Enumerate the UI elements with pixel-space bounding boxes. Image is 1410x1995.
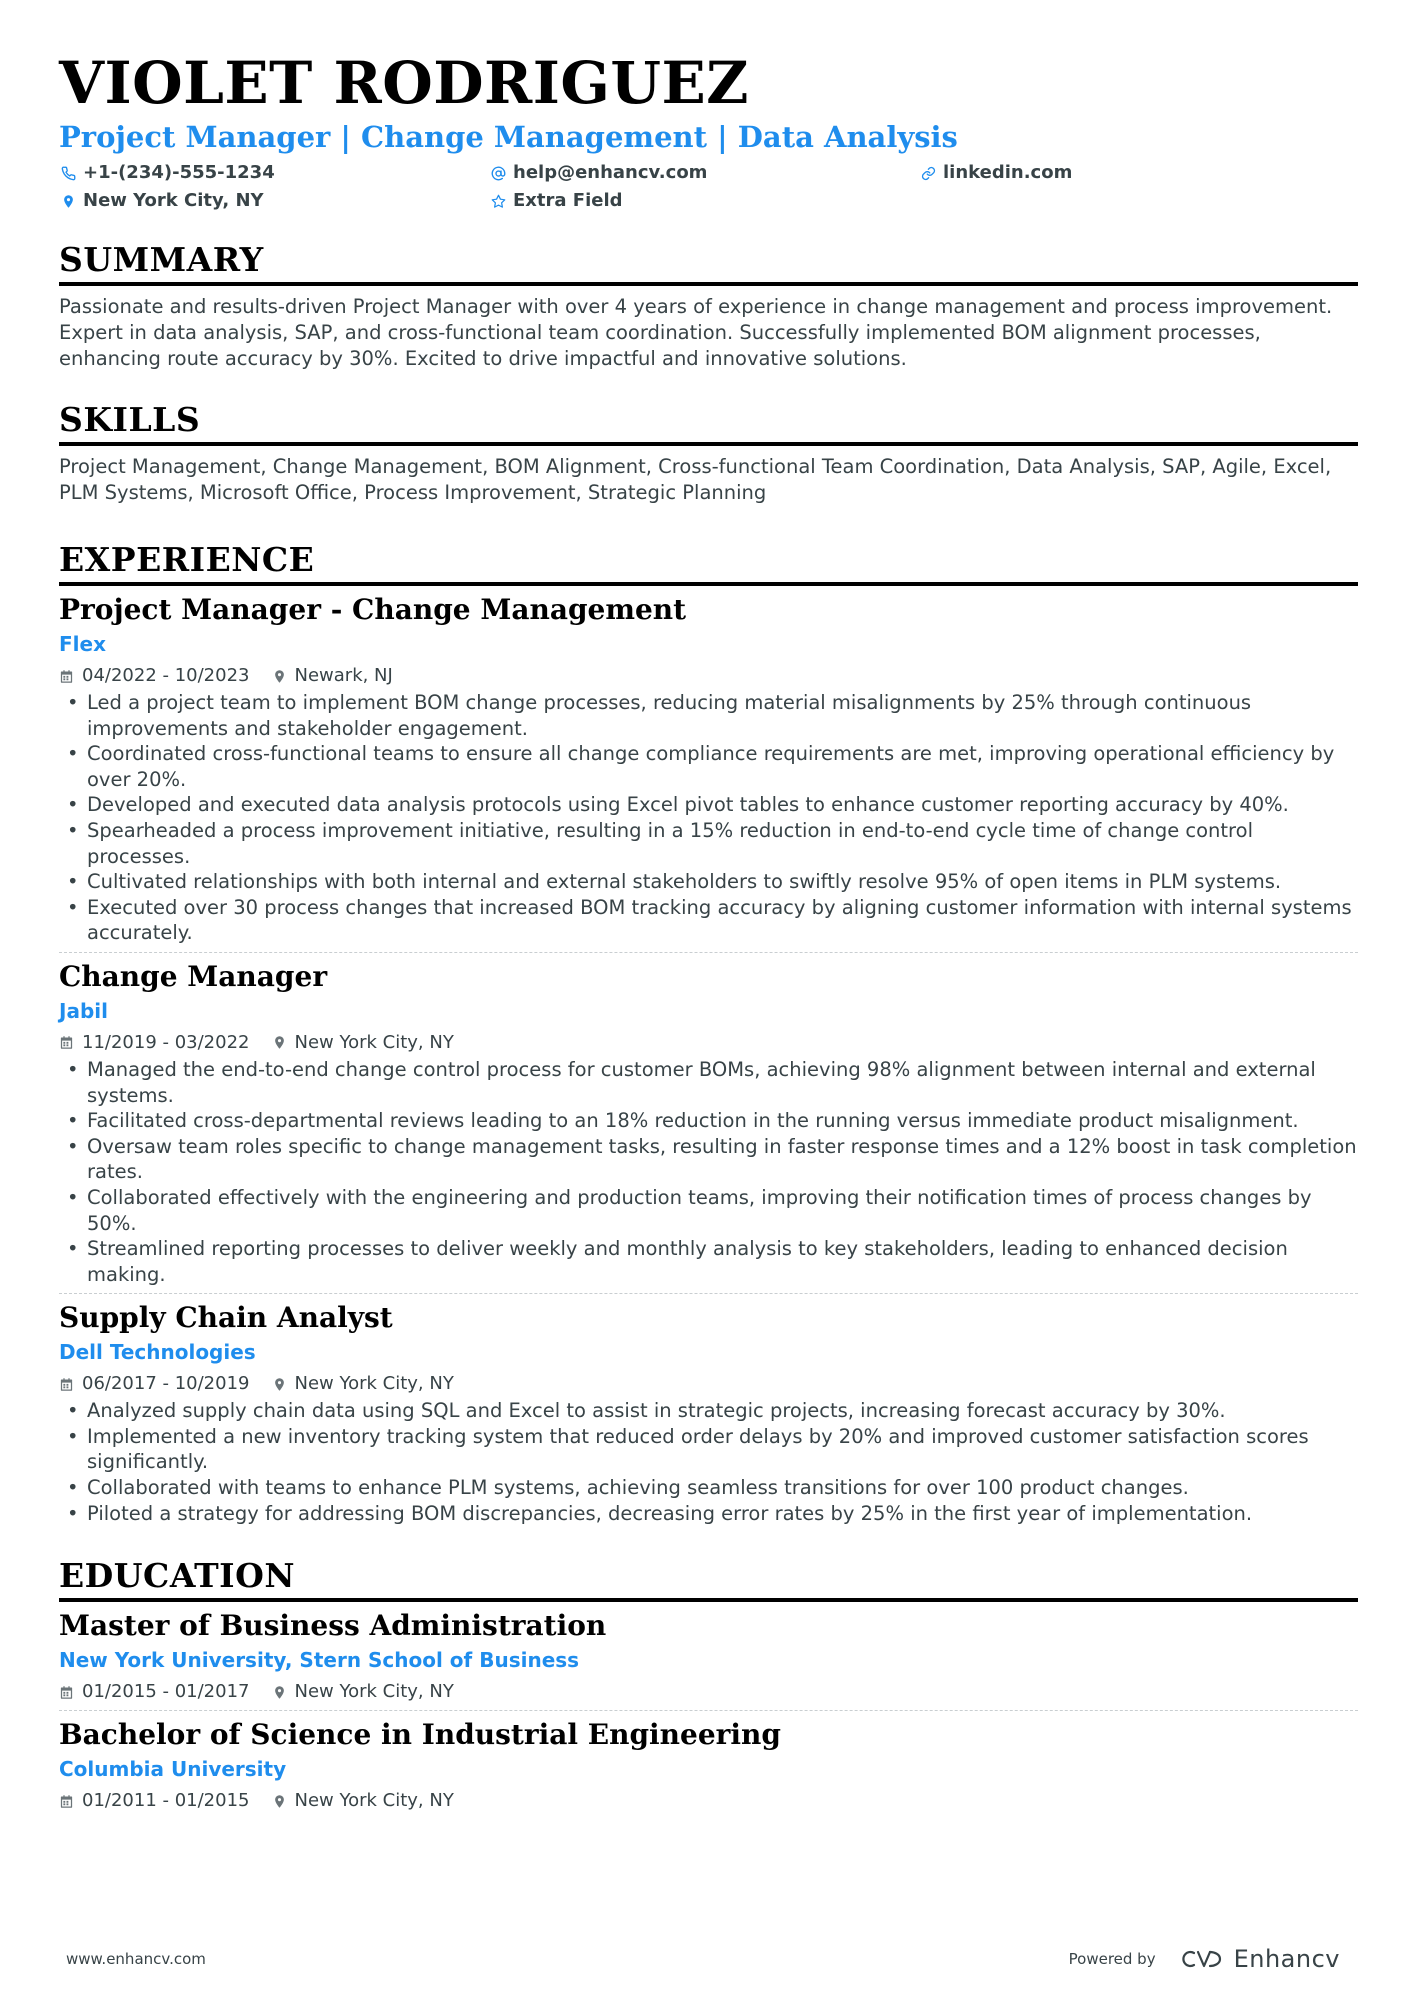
contact-info (59, 162, 1358, 212)
location-pin-icon (59, 192, 77, 210)
calendar-icon (59, 1794, 74, 1809)
education-dates: 01/2015 - 01/2017 (82, 1681, 250, 1703)
job-dates: 11/2019 - 03/2022 (82, 1031, 250, 1053)
brand-name: Enhancv (1233, 1945, 1340, 1973)
job-bullets (59, 1398, 1358, 1526)
email-text: help@enhancv.com (513, 162, 708, 183)
job-bullets (59, 1057, 1358, 1287)
location-text: New York City, NY (83, 190, 264, 211)
company-name: Dell Technologies (59, 1340, 256, 1365)
contact-location (59, 190, 489, 212)
bullet-item: • Analyzed supply chain data using SQL and Excel to assist in strategic projects, increasing forecast accuracy by 30%. (87, 1398, 1358, 1424)
job-dates: 06/2017 - 10/2019 (82, 1373, 250, 1395)
brand-logo[interactable] (1180, 1945, 1340, 1973)
education-dates: 01/2011 - 01/2015 (82, 1790, 250, 1812)
education-entry (59, 1710, 1358, 1819)
job-location: New York City, NY (294, 1031, 454, 1053)
job-location: New York City, NY (294, 1373, 454, 1395)
contact-extra (489, 190, 919, 212)
company-name: Jabil (59, 998, 108, 1023)
location-pin-icon (272, 1685, 287, 1700)
enhancv-logo-icon (1180, 1948, 1224, 1970)
phone-text: +1-(234)-555-1234 (83, 162, 275, 183)
education-meta (59, 1680, 1358, 1704)
bullet-item: • Developed and executed data analysis protocols using Excel pivot tables to enhance customer reporting accuracy by 40%. (87, 792, 1358, 818)
candidate-name: VIOLET RODRIGUEZ (59, 49, 750, 117)
skills-text: Project Management, Change Management, BOM Alignment, Cross-functional Team Coordination, Data Analysis, SAP, Agile, Excel, PLM Systems, Microsoft Office, Process Improvement, Strategic Planning (59, 455, 1332, 504)
calendar-icon (59, 669, 74, 684)
extra-text: Extra Field (513, 190, 623, 211)
degree-title: Master of Business Administration (59, 1609, 607, 1643)
job-title: Project Manager - Change Management (59, 593, 687, 626)
bullet-item: • Coordinated cross-functional teams to ensure all change compliance requirements are met, improving operational efficiency by over 20%. (87, 741, 1358, 792)
calendar-icon (59, 1035, 74, 1050)
location-pin-icon (272, 1377, 287, 1392)
skills-section (59, 400, 1358, 506)
bullet-item: • Cultivated relationships with both internal and external stakeholders to swiftly resolve 95% of open items in PLM systems. (87, 869, 1358, 895)
bullet-item: • Spearheaded a process improvement initiative, resulting in a 15% reduction in end-to-end cycle time of change control processes. (87, 818, 1358, 869)
summary-text: Passionate and results-driven Project Manager with over 4 years of experience in change management and process improvement. Expert in data analysis, SAP, and cross-functional team coordination. Successfully implemented BOM alignment processes, enhancing route accuracy by 30%. Excited to drive impactful and innovative solutions. (59, 295, 1333, 370)
summary-heading: SUMMARY (59, 240, 1358, 286)
link-icon (919, 164, 937, 182)
education-section (59, 1556, 1358, 1819)
bullet-item: • Executed over 30 process changes that increased BOM tracking accuracy by aligning customer information with internal systems accurately. (87, 895, 1358, 946)
bullet-item: • Piloted a strategy for addressing BOM discrepancies, decreasing error rates by 25% in the first year of implementation. (87, 1501, 1358, 1527)
summary-section (59, 240, 1358, 372)
bullet-item: • Facilitated cross-departmental reviews leading to an 18% reduction in the running versus immediate product misalignment. (87, 1108, 1358, 1134)
bullet-item: • Collaborated effectively with the engineering and production teams, improving their notification times of process changes by 50%. (87, 1185, 1358, 1236)
experience-heading: EXPERIENCE (59, 540, 1358, 586)
degree-title: Bachelor of Science in Industrial Engineering (59, 1718, 781, 1752)
experience-entry (59, 952, 1358, 1293)
job-meta (59, 664, 1358, 688)
phone-icon (59, 164, 77, 182)
experience-section (59, 540, 1358, 1532)
job-bullets (59, 690, 1358, 946)
bullet-item: • Streamlined reporting processes to deliver weekly and monthly analysis to key stakeholders, leading to enhanced decision making. (87, 1236, 1358, 1287)
education-heading: EDUCATION (59, 1556, 1358, 1602)
contact-linkedin[interactable] (919, 162, 1219, 184)
education-entry (59, 1602, 1358, 1710)
location-pin-icon (272, 1794, 287, 1809)
job-meta (59, 1031, 1358, 1055)
job-title: Supply Chain Analyst (59, 1301, 393, 1335)
linkedin-text: linkedin.com (943, 162, 1073, 183)
footer (66, 1945, 1340, 1973)
location-pin-icon (272, 669, 287, 684)
star-icon (489, 192, 507, 210)
bullet-item: • Managed the end-to-end change control process for customer BOMs, achieving 98% alignment between internal and external systems. (87, 1057, 1358, 1108)
bullet-item: • Oversaw team roles specific to change management tasks, resulting in faster response times and a 12% boost in task completion rates. (87, 1134, 1358, 1185)
powered-by-label: Powered by (1068, 1950, 1156, 1968)
education-location: New York City, NY (294, 1681, 454, 1703)
job-dates: 04/2022 - 10/2023 (82, 665, 250, 686)
bullet-item: • Collaborated with teams to enhance PLM systems, achieving seamless transitions for over 100 product changes. (87, 1475, 1358, 1501)
education-location: New York City, NY (294, 1790, 454, 1812)
job-meta (59, 1372, 1358, 1396)
company-name: Flex (59, 632, 106, 656)
at-icon (489, 164, 507, 182)
experience-entry (59, 1293, 1358, 1532)
school-name: Columbia University (59, 1757, 287, 1782)
education-meta (59, 1789, 1358, 1813)
school-name: New York University, Stern School of Business (59, 1648, 580, 1673)
candidate-title: Project Manager | Change Management | Data Analysis (59, 120, 958, 154)
experience-entry (59, 586, 1358, 952)
footer-website[interactable]: www.enhancv.com (66, 1950, 206, 1968)
skills-heading: SKILLS (59, 400, 1358, 446)
bullet-item: • Led a project team to implement BOM change processes, reducing material misalignments by 25% through continuous improvements and stakeholder engagement. (87, 690, 1358, 741)
contact-email[interactable] (489, 162, 919, 184)
location-pin-icon (272, 1035, 287, 1050)
job-title: Change Manager (59, 959, 328, 993)
calendar-icon (59, 1377, 74, 1392)
bullet-item: • Implemented a new inventory tracking system that reduced order delays by 20% and improved customer satisfaction scores significantly. (87, 1424, 1358, 1475)
contact-phone[interactable] (59, 162, 489, 184)
job-location: Newark, NJ (294, 665, 393, 686)
calendar-icon (59, 1685, 74, 1700)
